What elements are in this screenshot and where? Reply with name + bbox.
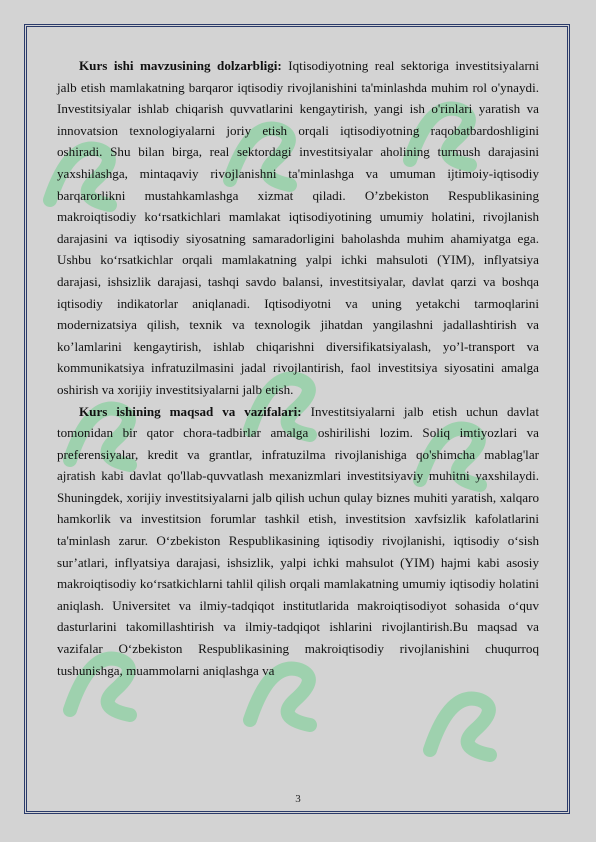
goals-heading: Kurs ishining maqsad va vazifalari:: [79, 403, 302, 419]
relevance-text: Iqtisodiyotning real sektoriga investitsiyalarni jalb etish mamlakatning barqaror iqtisodiy rivojlanishini ta'minlashda muhim rol o'ynaydi. Investitsiyalar ishlab chiqarish quvvatlarini kengaytirish, yangi ish o'rinlari yaratish va innovatsion texnologiyalarni joriy etish orqali iqtisodiyotning raqobatbardoshligini oshiradi. Shu bilan birga, real sektordagi investitsiyalar aholining turmush darajasini yaxshilashga, mintaqaviy rivojlanishni ta'minlashga va umuman ijtimoiy-iqtisodiy barqarorlikni mustahkamlashga xizmat qiladi. O’zbekiston Respublikasining makroiqtisodiy ko‘rsatkichlari mamlakat iqtisodiyotining umumiy holatini, rivojlanish darajasini va iqtisodiy siyosatning samaradorligini baholashda muhim ahamiyatga ega. Ushbu ko‘rsatkichlar orqali mamlakatning yalpi ichki mahsuloti (YIM), inflyatsiya darajasi, ishsizlik darajasi, tashqi savdo balansi, investitsiyalar, davlat qarzi va boshqa iqtisodiy indikatorlar aniqlanadi. Iqtisodiyotni va uning yetakchi tarmoqlarini modernizatsiya qilish, texnik va texnologik jihatdan yangilashni jadallashtirish va ko’lamlarini kengaytirish, ishlab chiqarishni diversifikatsiyalash, yo’l-transport va kommunikatsiya infratuzilmasini jadal rivojlantirish, faol investitsiya siyosatini amalga oshirish va xorijiy investitsiyalarni jalb etish.: [57, 58, 539, 397]
paragraph-goals: [57, 401, 539, 682]
document-body: [57, 55, 539, 681]
page-number: 3: [295, 793, 301, 805]
relevance-heading: Kurs ishi mavzusining dolzarbligi:: [79, 58, 282, 73]
goals-text: Investitsiyalarni jalb etish uchun davlat tomonidan bir qator chora-tadbirlar amalga oshirilishi lozim. Soliq imtiyozlari va preferensiyalar, kredit va grantlar, infratuzilma rivojlanishiga qo'shimcha mablag'lar ajratish kabi davlat qo'llab-quvvatlash mexanizmlari investitsiyaviy muhitni yaxshilaydi. Shuningdek, xorijiy investitsiyalarni jalb qilish uchun qulay biznes muhiti yaratish, xalqaro hamkorlik va investitsion forumlar tashkil etish, investitsion xavfsizlik kafolatlarini ta'minlash zarur. O‘zbekiston Respublikasining iqtisodiy rivojlanishi, iqtisodiy o‘sish sur’atlari, inflyatsiya darajasi, ishsizlik, yalpi ichki mahsulot (YIM) hajmi kabi asosiy makroiqtisodiy ko‘rsatkichlarni tahlil qilish orqali mamlakatning umumiy iqtisodiy holatini aniqlash. Universitet va ilmiy-tadqiqot institutlarida makroiqtisodiyot sohasida o‘quv dasturlarini takomillashtirish va ilmiy-tadqiqot ishlarini rivojlantirish.Bu maqsad va vazifalar O‘zbekiston Respublikasining makroiqtisodiy rivojlanishini chuqurroq tushunishga, muammolarni aniqlashga va: [57, 403, 539, 678]
paragraph-relevance: [57, 55, 539, 401]
